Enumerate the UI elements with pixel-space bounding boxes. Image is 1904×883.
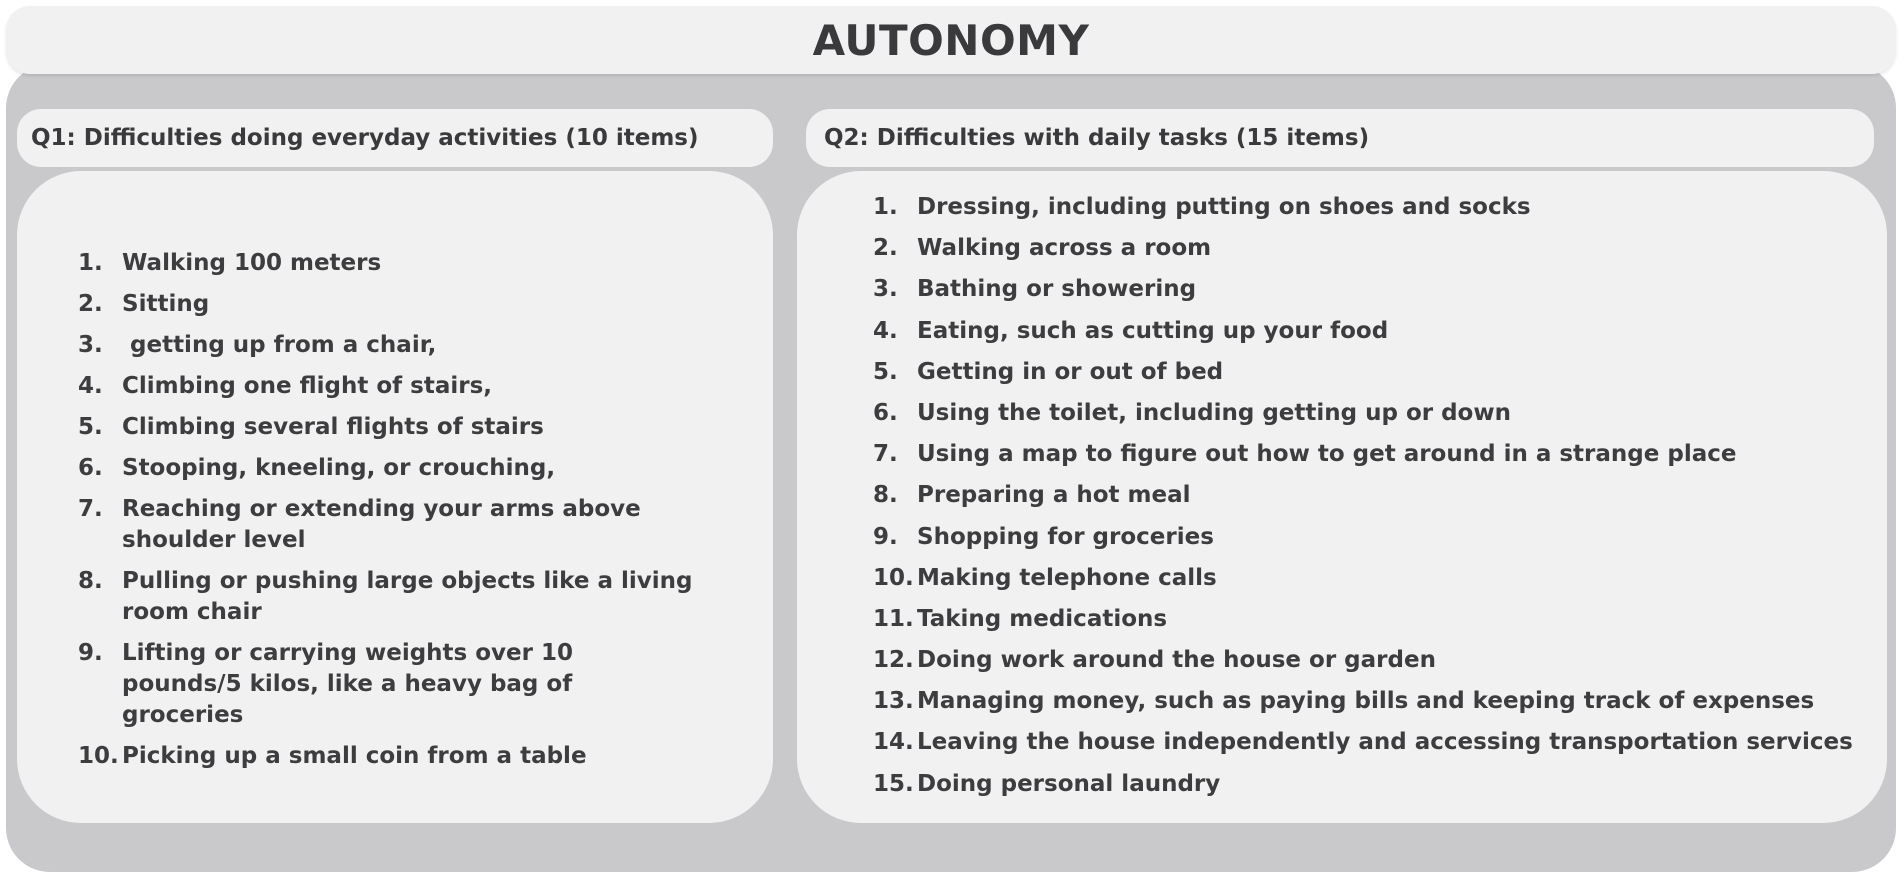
item-text: Pulling or pushing large objects like a living room chair	[122, 568, 693, 625]
item-text: Doing personal laundry	[917, 770, 1221, 797]
list-item	[873, 192, 1873, 223]
item-text: Making telephone calls	[917, 564, 1217, 591]
list-item	[78, 289, 698, 320]
item-text: Preparing a hot meal	[917, 482, 1191, 509]
item-number: 14.	[873, 729, 914, 756]
item-number: 9.	[873, 523, 898, 550]
list-item	[873, 316, 1873, 347]
item-number: 12.	[873, 647, 914, 674]
item-number: 10.	[873, 564, 914, 591]
item-text: Doing work around the house or garden	[917, 647, 1436, 674]
list-item	[873, 563, 1873, 594]
item-number: 2.	[78, 291, 103, 317]
item-number: 7.	[78, 496, 103, 522]
title-bar	[6, 6, 1896, 74]
item-number: 4.	[78, 373, 103, 399]
q1-item-list	[78, 248, 698, 782]
q1-header	[17, 109, 773, 167]
item-text: Walking across a room	[917, 235, 1212, 262]
item-number: 6.	[78, 455, 103, 481]
list-item	[873, 274, 1873, 305]
item-text: Sitting	[122, 291, 210, 317]
item-number: 8.	[873, 482, 898, 509]
item-text: Reaching or extending your arms above shoulder level	[122, 496, 641, 553]
item-text: Bathing or showering	[917, 276, 1197, 303]
list-item	[873, 686, 1873, 717]
q2-header	[806, 109, 1874, 167]
list-item	[78, 494, 698, 556]
item-number: 9.	[78, 640, 103, 666]
list-item	[873, 233, 1873, 264]
item-text: Eating, such as cutting up your food	[917, 317, 1389, 344]
item-number: 4.	[873, 317, 898, 344]
q2-header-label: Q2: Difficulties with daily tasks (15 items)	[824, 125, 1370, 151]
item-number: 1.	[873, 194, 898, 220]
list-item	[873, 604, 1873, 635]
list-item	[873, 398, 1873, 429]
item-text: Lifting or carrying weights over 10 pounds/5 kilos, like a heavy bag of groceries	[122, 640, 573, 728]
item-number: 10.	[78, 743, 119, 769]
item-number: 8.	[78, 568, 103, 594]
list-item	[78, 638, 698, 731]
list-item	[873, 645, 1873, 676]
list-item	[78, 741, 698, 772]
item-number: 7.	[873, 441, 898, 468]
item-text: Using a map to figure out how to get around in a strange place	[917, 441, 1737, 468]
item-text: Picking up a small coin from a table	[122, 743, 587, 769]
list-item	[873, 480, 1873, 511]
item-number: 3.	[78, 332, 103, 358]
item-text: Climbing one flight of stairs,	[122, 373, 493, 399]
q2-item-list	[873, 192, 1873, 810]
item-text: getting up from a chair,	[122, 332, 437, 358]
list-item	[873, 522, 1873, 553]
item-text: Walking 100 meters	[122, 250, 382, 276]
item-text: Shopping for groceries	[917, 523, 1214, 550]
item-text: Taking medications	[917, 605, 1168, 632]
page-title: AUTONOMY	[812, 15, 1090, 65]
item-number: 3.	[873, 276, 898, 303]
item-number: 6.	[873, 399, 898, 426]
item-text: Getting in or out of bed	[917, 358, 1224, 385]
item-number: 15.	[873, 770, 914, 797]
list-item	[873, 769, 1873, 800]
item-number: 5.	[873, 358, 898, 385]
list-item	[78, 566, 698, 628]
item-text: Managing money, such as paying bills and keeping track of expenses	[917, 688, 1815, 715]
item-number: 1.	[78, 250, 103, 276]
item-text: Stooping, kneeling, or crouching,	[122, 455, 556, 481]
item-number: 11.	[873, 605, 914, 632]
item-text: Leaving the house independently and accessing transportation services	[917, 729, 1853, 756]
q1-header-label: Q1: Difficulties doing everyday activities (10 items)	[31, 125, 699, 151]
list-item	[78, 412, 698, 443]
list-item	[78, 248, 698, 279]
list-item	[873, 727, 1873, 758]
list-item	[873, 439, 1873, 470]
list-item	[78, 453, 698, 484]
list-item	[873, 357, 1873, 388]
list-item	[78, 330, 698, 361]
item-number: 5.	[78, 414, 103, 440]
item-number: 2.	[873, 235, 898, 262]
item-number: 13.	[873, 688, 914, 715]
item-text: Dressing, including putting on shoes and socks	[917, 194, 1531, 220]
item-text: Climbing several flights of stairs	[122, 414, 544, 440]
item-text: Using the toilet, including getting up or down	[917, 399, 1511, 426]
list-item	[78, 371, 698, 402]
